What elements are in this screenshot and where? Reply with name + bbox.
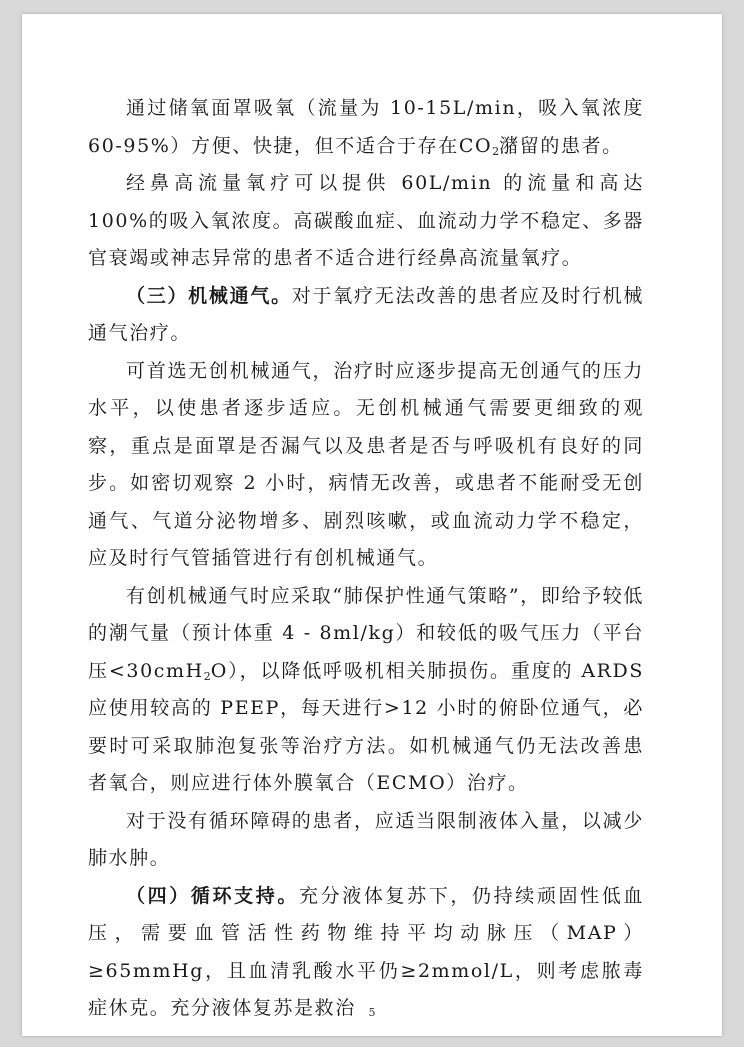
h2o-subscript: 2	[203, 669, 211, 683]
page-number: 5	[368, 1006, 376, 1019]
paragraph-circulation-support-text: 充分液体复苏下，仍持续顽固性低血压，需要血管活性药物维持平均动脉压（MAP）≥65mmHg，且血清乳酸水平仍≥2mmol/L，则考虑脓毒症休克。充分液体复苏是救治	[88, 884, 644, 1019]
paragraph-mechanical-ventilation-text: 对于氧疗无法改善的患者应及时行机械通气治疗。	[88, 284, 644, 344]
paragraph-noninvasive-ventilation: 可首选无创机械通气，治疗时应逐步提高无创通气的压力水平，以使患者逐步适应。无创机械通气需要更细致的观察，重点是面罩是否漏气以及患者是否与呼吸机有良好的同步。如密切观察 2 小时，病情无改善，或患者不能耐受无创通气、气道分泌物增多、剧烈咳嗽，或血流动力学不稳定，应及时行气管插管进行有创机械通气。	[88, 359, 644, 569]
paragraph-circulation-support	[88, 878, 644, 1028]
paragraph-mechanical-ventilation	[88, 278, 644, 353]
paragraph-oxygen-mask-text-b: 潴留的患者。	[499, 134, 623, 157]
paragraph-oxygen-mask-text-a: 通过储氧面罩吸氧（流量为 10-15L/min，吸入氧浓度 60-95%）方便、快捷，但不适合于存在CO	[88, 97, 644, 157]
co2-subscript: 2	[492, 144, 500, 158]
paragraph-high-flow: 经鼻高流量氧疗可以提供 60L/min 的流量和高达 100%的吸入氧浓度。高碳酸血症、血流动力学不稳定、多器官衰竭或神志异常的患者不适合进行经鼻高流量氧疗。	[88, 172, 644, 269]
paragraph-invasive-ventilation	[88, 578, 644, 803]
paragraph-oxygen-mask	[88, 90, 644, 165]
paragraph-fluid-restriction: 对于没有循环障碍的患者，应适当限制液体入量，以减少肺水肿。	[88, 809, 644, 869]
section-heading-circulation-support: （四）循环支持。	[126, 884, 300, 907]
section-heading-mechanical-ventilation: （三）机械通气。	[126, 284, 292, 307]
document-body	[88, 90, 644, 1028]
paragraph-invasive-ventilation-text-b: O），以降低呼吸机相关肺损伤。重度的 ARDS 应使用较高的 PEEP，每天进行>12 小时的俯卧位通气，必要时可采取肺泡复张等治疗方法。如机械通气仍无法改善患者氧合，则应进行体外膜氧合（ECMO）治疗。	[88, 659, 644, 794]
paragraph-invasive-ventilation-text-a: 有创机械通气时应采取“肺保护性通气策略”，即给予较低的潮气量（预计体重 4 - 8ml/kg）和较低的吸气压力（平台压<30cmH	[88, 584, 644, 682]
